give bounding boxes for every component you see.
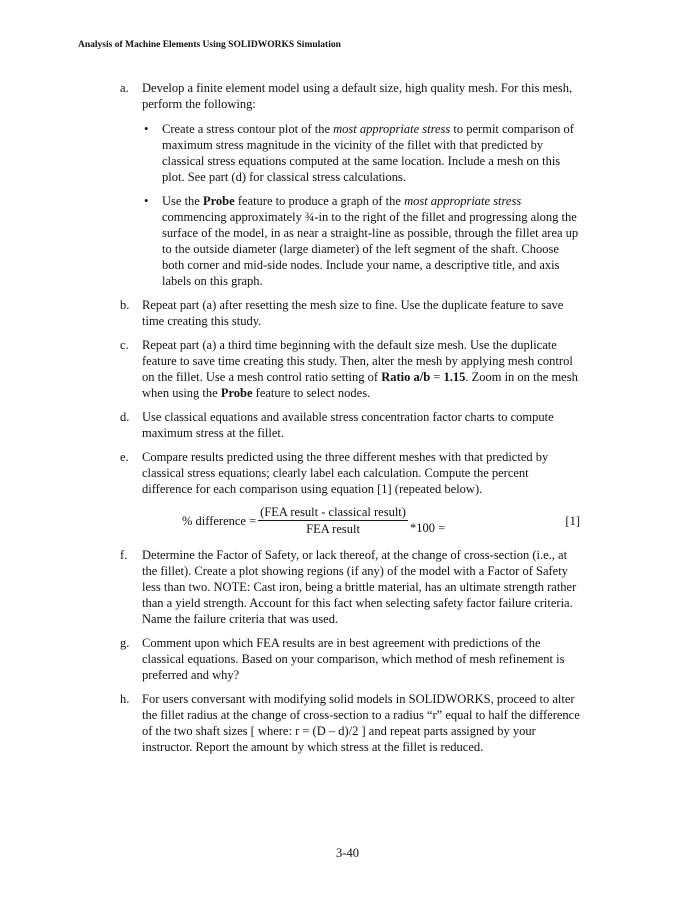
item-e [120, 449, 580, 539]
item-c: c. Repeat part (a) a third time beginning with the default size mesh. Use the duplicate feature to save time creating this study. Then, alter the mesh by applying mesh control on the fillet. Use a mesh control ratio setting of Ratio a/b = 1.15. Zoom in on the mesh when using the Probe feature to select nodes. [120, 338, 578, 400]
exercise-list [120, 80, 580, 763]
item-letter: h. [120, 692, 130, 706]
equation-lhs: % difference = [182, 514, 257, 528]
equation-numerator: (FEA result - classical result) [260, 505, 406, 519]
item-h [120, 691, 580, 755]
item-letter: b. [120, 298, 130, 312]
bullet-icon: • [144, 194, 149, 208]
item-text: Repeat part (a) after resetting the mesh size to fine. Use the duplicate feature to save time creating this study. [142, 298, 564, 328]
item-d [120, 409, 580, 441]
item-text: For users conversant with modifying solid models in SOLIDWORKS, proceed to alter the fillet radius at the change of cross-section to a radius “r” equal to half the difference of the two shaft sizes [ where: r = (D – d)/2 ] and repeat parts assigned by your instructor. Report the amount by which stress at the fillet is reduced. [142, 692, 580, 754]
item-letter: c. [120, 338, 129, 352]
item-g [120, 635, 580, 683]
item-a [120, 80, 580, 289]
item-letter: d. [120, 410, 130, 424]
bullet-item: • Use the Probe feature to produce a graph of the most appropriate stress commencing approximately ¾-in to the right of the fillet and progressing along the surface of the model, in as near a straight-line as possible, through the fillet area up to the outside diameter (large diameter) of the left segment of the shaft. Choose both corner and mid-side nodes. Include your name, a descriptive title, and axis labels on this graph. [144, 194, 579, 288]
page-number: 3-40 [336, 846, 359, 860]
item-letter: a. [120, 81, 129, 95]
item-text: Develop a finite element model using a default size, high quality mesh. For this mesh, perform the following: [142, 81, 573, 111]
bullet-item: • Create a stress contour plot of the most appropriate stress to permit comparison of maximum stress magnitude in the vicinity of the fillet with that predicted by classical stress equations computed at the same location. Include a mesh on this plot. See part (d) for classical stress calculations. [144, 122, 574, 184]
item-text: Compare results predicted using the three different meshes with that predicted by classical stress equations; clearly label each calculation. Compute the percent difference for each comparison using equation [1] (repeated below). [142, 450, 549, 496]
bullet-icon: • [144, 122, 149, 136]
equation-tail: *100 = [409, 521, 446, 535]
equation-fraction [258, 505, 408, 537]
running-header: Analysis of Machine Elements Using SOLIDWORKS Simulation [78, 40, 341, 50]
item-f [120, 547, 580, 627]
item-letter: f. [120, 548, 128, 562]
percent-difference-equation [142, 503, 580, 539]
item-letter: g. [120, 636, 130, 650]
equation-denominator: FEA result [306, 522, 360, 536]
item-b [120, 297, 580, 329]
equation-number: [1] [565, 514, 580, 528]
item-text: Determine the Factor of Safety, or lack thereof, at the change of cross-section (i.e., at the fillet). Create a plot showing regions (if any) of the model with a Factor of Safety less than two. NOTE: Cast iron, being a brittle material, has an ultimate strength rather than a yield strength. Account for this fact when selecting safety factor failure criteria. Name the failure criteria that was used. [142, 548, 577, 626]
item-letter: e. [120, 450, 129, 464]
item-text: Comment upon which FEA results are in best agreement with predictions of the classical equations. Based on your comparison, which method of mesh refinement is preferred and why? [142, 636, 565, 682]
item-text: Use classical equations and available stress concentration factor charts to compute maximum stress at the fillet. [142, 410, 554, 440]
bullet-list [142, 121, 580, 289]
